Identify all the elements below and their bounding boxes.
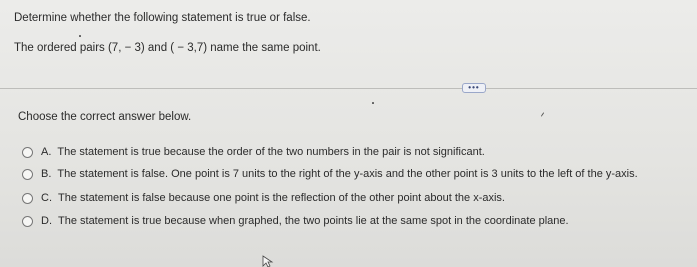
option-letter: C. [41,192,52,204]
answer-option-d[interactable] [22,215,569,227]
option-text: The statement is false. One point is 7 units to the right of the y-axis and the other point is 3 units to the left of the y-axis. [57,168,638,180]
option-letter: A. [41,146,52,158]
radio-button-c[interactable] [22,193,33,204]
answer-option-a[interactable] [22,146,485,158]
radio-button-d[interactable] [22,216,33,227]
answer-prompt: Choose the correct answer below. [18,111,192,123]
radio-button-a[interactable] [22,147,33,158]
option-text: The statement is false because one point is the reflection of the other point about the x-axis. [58,192,505,204]
question-instruction: Determine whether the following statement is true or false. [14,12,311,24]
option-letter: B. [41,168,52,180]
option-text: The statement is true because when graphed, the two points lie at the same spot in the coordinate plane. [58,215,569,227]
mouse-cursor-icon [262,255,274,267]
question-statement: The ordered pairs (7, − 3) and ( − 3,7) name the same point. [14,42,321,54]
stray-mark [541,112,545,117]
stray-mark [372,102,374,104]
expand-more-button[interactable]: ••• [462,83,486,93]
answer-option-c[interactable] [22,192,505,204]
answer-option-b[interactable] [22,168,638,180]
radio-button-b[interactable] [22,169,33,180]
option-text: The statement is true because the order of the two numbers in the pair is not significant. [57,146,485,158]
option-letter: D. [41,215,52,227]
section-divider [0,88,697,89]
stray-mark [79,35,81,37]
